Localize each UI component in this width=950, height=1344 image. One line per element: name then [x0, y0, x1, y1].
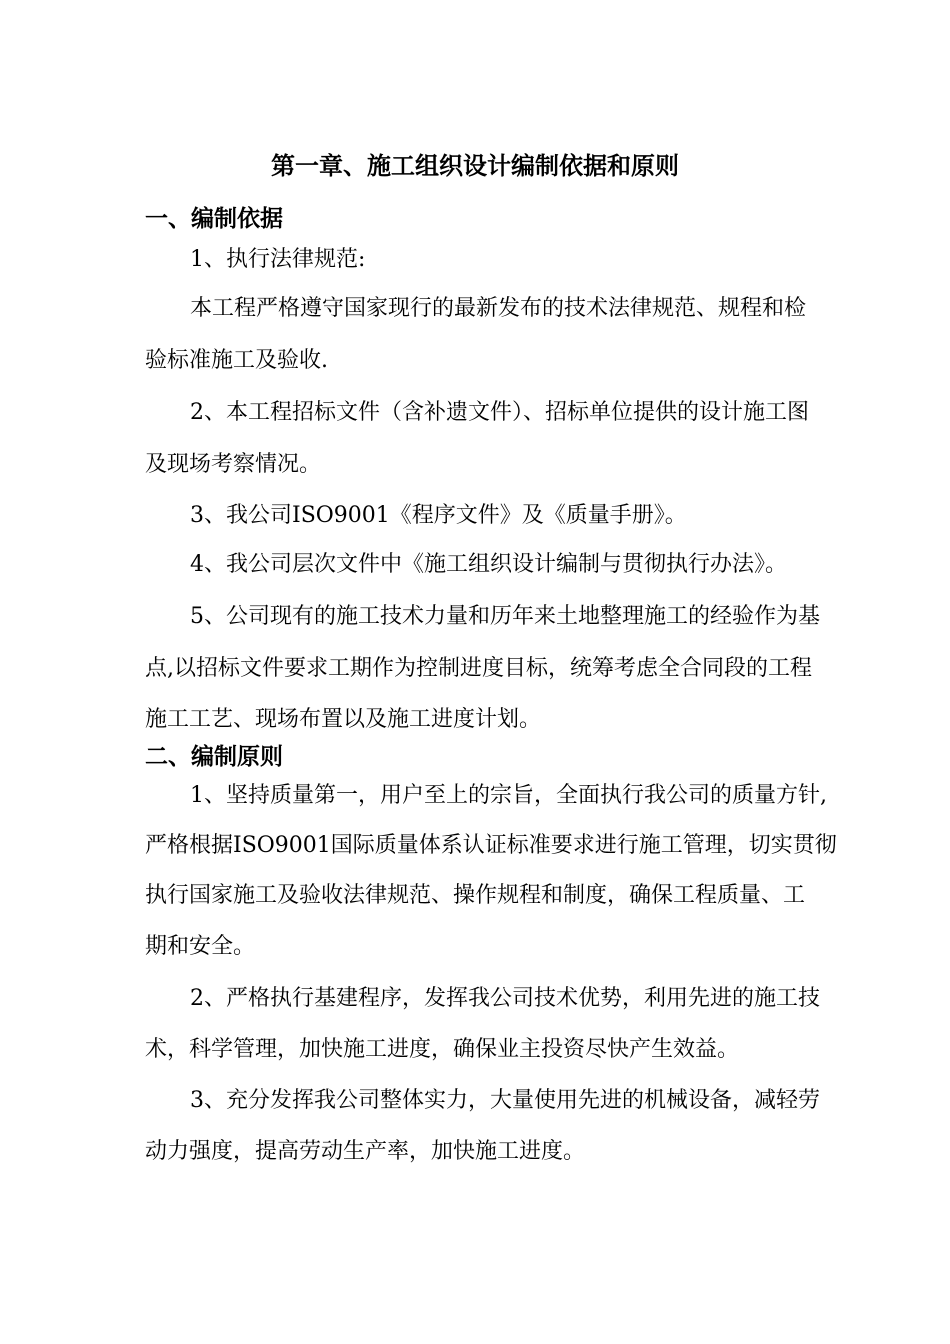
principle-item-1-line: 严格根据ISO9001国际质量体系认证标准要求进行施工管理，切实贯彻	[145, 833, 837, 858]
basis-item-3: 3、我公司ISO9001《程序文件》及《质量手册》。	[190, 503, 687, 528]
principle-item-1-line: 期和安全。	[145, 934, 256, 959]
chapter-title: 第一章、施工组织设计编制依据和原则	[271, 152, 679, 180]
basis-item-2-line: 及现场考察情况。	[145, 452, 322, 477]
basis-item-1-body-line: 验标准施工及验收.	[145, 348, 328, 373]
section-heading-basis: 一、编制依据	[145, 206, 283, 232]
principle-item-2-line: 术，科学管理，加快施工进度，确保业主投资尽快产生效益。	[145, 1037, 740, 1062]
basis-item-1-title: 1、执行法律规范:	[190, 247, 366, 272]
principle-item-3-line: 动力强度，提高劳动生产率，加快施工进度。	[145, 1139, 586, 1164]
basis-item-1-body-line: 本工程严格遵守国家现行的最新发布的技术法律规范、规程和检	[190, 296, 807, 321]
basis-item-4: 4、我公司层次文件中《施工组织设计编制与贯彻执行办法》。	[190, 552, 787, 577]
basis-item-2-line: 2、本工程招标文件（含补遗文件）、招标单位提供的设计施工图	[190, 400, 809, 425]
principle-item-3-line: 3、充分发挥我公司整体实力，大量使用先进的机械设备，减轻劳	[190, 1088, 820, 1113]
section-heading-principles: 二、编制原则	[145, 744, 283, 770]
principle-item-1-line: 1、坚持质量第一，用户至上的宗旨，全面执行我公司的质量方针,	[190, 783, 827, 808]
principle-item-2-line: 2、严格执行基建程序，发挥我公司技术优势，利用先进的施工技	[190, 986, 820, 1011]
principle-item-1-line: 执行国家施工及验收法律规范、操作规程和制度，确保工程质量、工	[145, 883, 806, 908]
basis-item-5-line: 施工工艺、现场布置以及施工进度计划。	[145, 707, 542, 732]
basis-item-5-line: 5、公司现有的施工技术力量和历年来土地整理施工的经验作为基	[190, 604, 820, 629]
basis-item-5-line: 点,以招标文件要求工期作为控制进度目标，统筹考虑全合同段的工程	[145, 656, 812, 681]
